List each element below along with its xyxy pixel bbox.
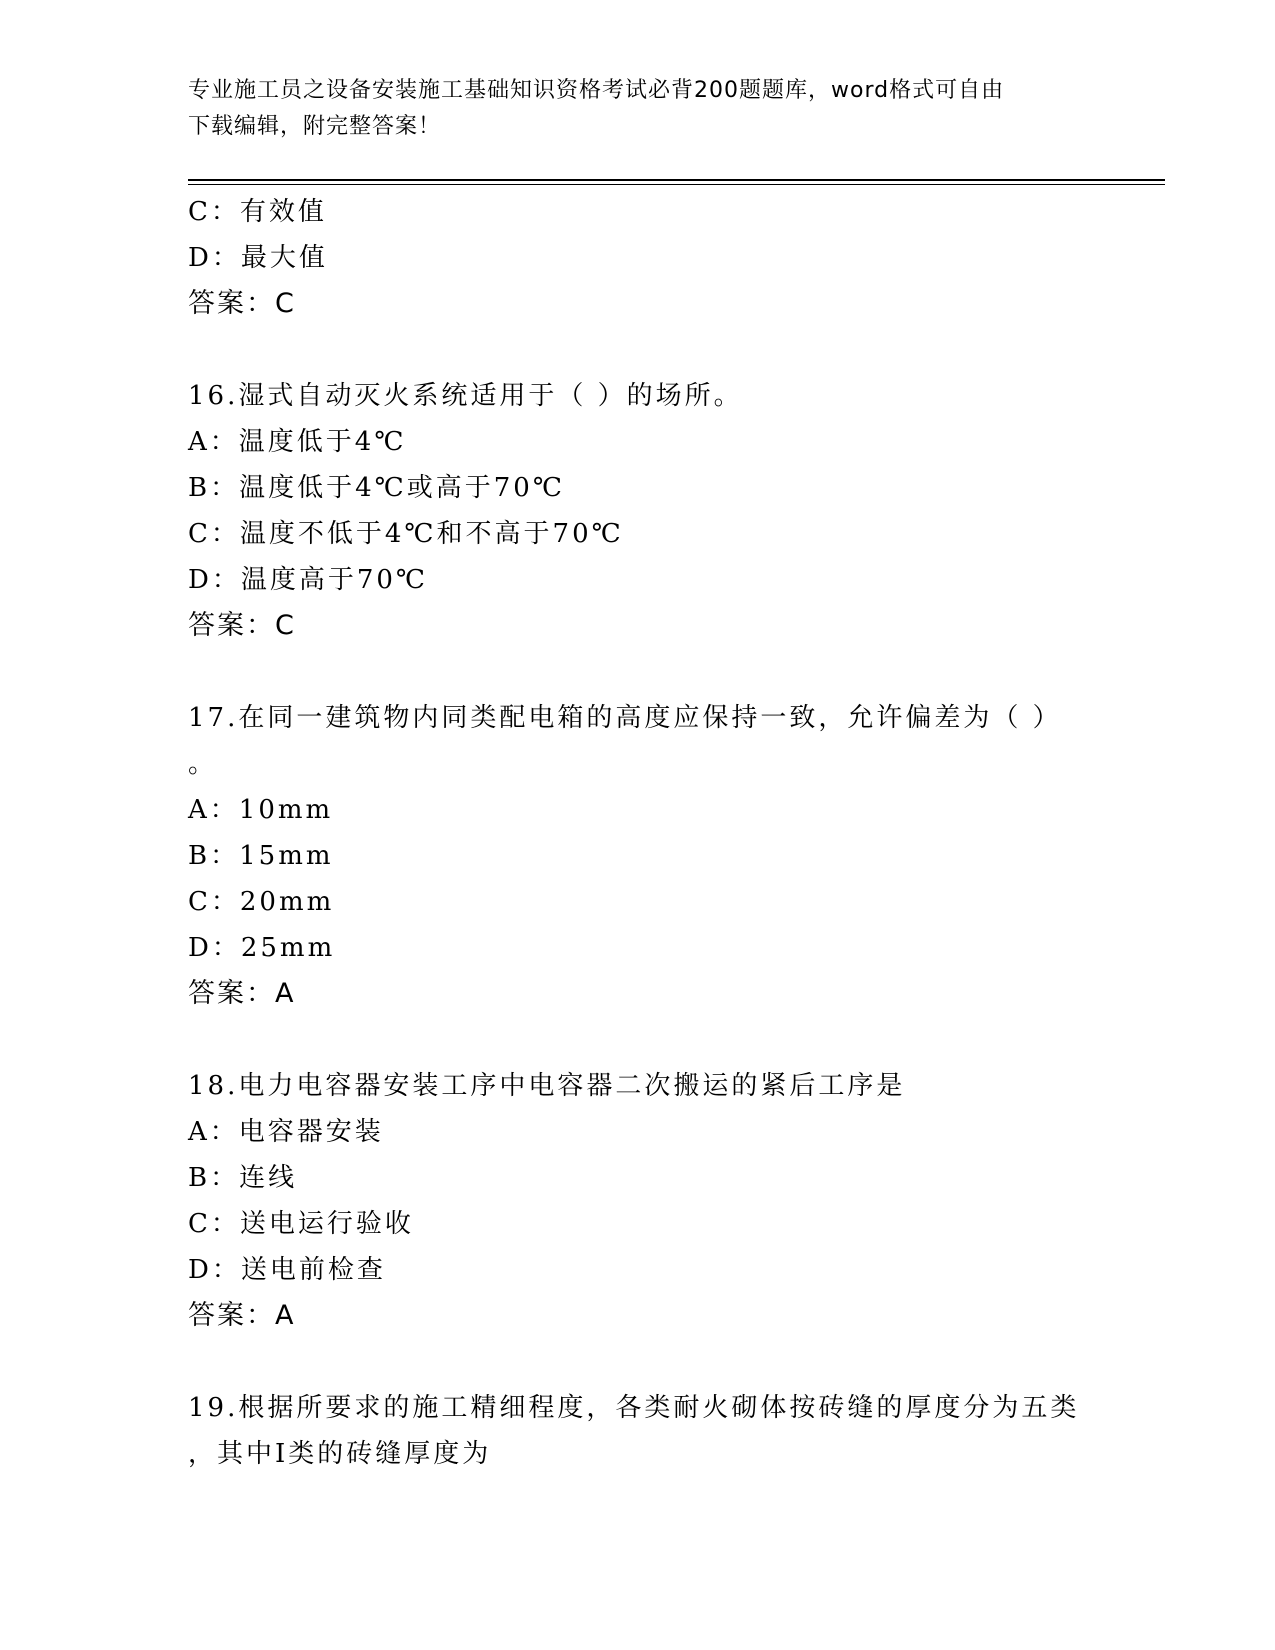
option-c: C：20mm: [188, 887, 335, 917]
answer: 答案：A: [188, 1300, 296, 1331]
answer: 答案：C: [188, 288, 296, 319]
document-header: [188, 73, 1068, 145]
option-d: D：25mm: [188, 933, 336, 963]
option-c: C：送电运行验收: [188, 1209, 414, 1239]
question-list: [188, 189, 1088, 1477]
option-c: C：温度不低于4℃和不高于70℃: [188, 519, 624, 549]
header-line-1: 专业施工员之设备安装施工基础知识资格考试必背200题题库，word格式可自由: [188, 78, 1005, 103]
option-a: A：温度低于4℃: [188, 427, 407, 457]
question-stem: 17.在同一建筑物内同类配电箱的高度应保持一致，允许偏差为（ ）: [188, 703, 1062, 733]
question-stem: 16.湿式自动灭火系统适用于（ ）的场所。: [188, 381, 743, 411]
option-d: D：温度高于70℃: [188, 565, 429, 595]
option-c: C：有效值: [188, 197, 327, 227]
header-line-2: 下载编辑，附完整答案！: [188, 114, 442, 139]
option-a: A：电容器安装: [188, 1117, 384, 1147]
question-stem-continued: ，其中Ⅰ类的砖缝厚度为: [188, 1439, 492, 1469]
option-b: B：15mm: [188, 841, 334, 871]
question-stem: 18.电力电容器安装工序中电容器二次搬运的紧后工序是: [188, 1071, 906, 1101]
answer: 答案：C: [188, 610, 296, 641]
answer: 答案：A: [188, 978, 296, 1009]
option-d: D：最大值: [188, 243, 328, 273]
question-stem-continued: 。: [188, 749, 218, 779]
header-divider-thin: [188, 184, 1165, 185]
option-b: B：连线: [188, 1163, 298, 1193]
option-b: B：温度低于4℃或高于70℃: [188, 473, 565, 503]
question-stem: 19.根据所要求的施工精细程度，各类耐火砌体按砖缝的厚度分为五类: [188, 1393, 1080, 1423]
option-a: A：10mm: [188, 795, 334, 825]
option-d: D：送电前检查: [188, 1255, 386, 1285]
header-divider: [188, 179, 1165, 181]
